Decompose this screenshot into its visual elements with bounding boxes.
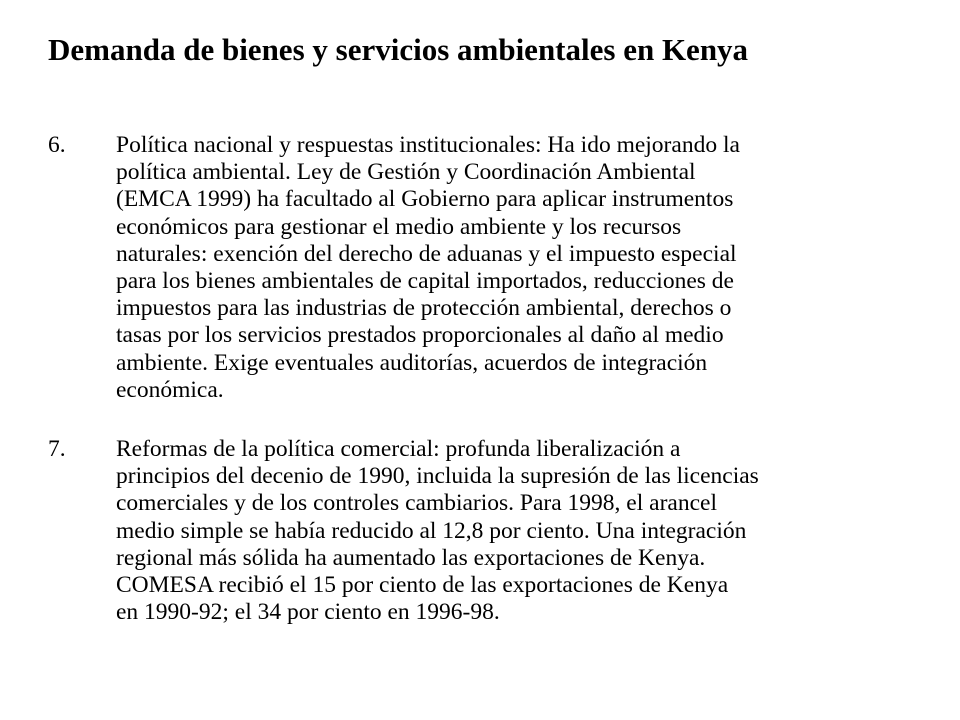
item-text-line: para los bienes ambientales de capital importados, reducciones de bbox=[116, 268, 734, 295]
item-text-line: (EMCA 1999) ha facultado al Gobierno para aplicar instrumentos bbox=[116, 186, 734, 213]
item-text-line: Reformas de la política comercial: profunda liberalización a bbox=[116, 436, 681, 462]
item-number: 7. bbox=[48, 436, 66, 462]
item-text-line: económica. bbox=[116, 376, 224, 403]
item-text-line: tasas por los servicios prestados proporcionales al daño al medio bbox=[116, 322, 724, 349]
item-text-line: económicos para gestionar el medio ambiente y los recursos bbox=[116, 213, 682, 240]
item-text-line: en 1990-92; el 34 por ciento en 1996-98. bbox=[116, 599, 500, 626]
item-text-line: medio simple se había reducido al 12,8 por ciento. Una integración bbox=[116, 517, 747, 544]
numbered-item-6 bbox=[48, 132, 908, 404]
item-text-line: comerciales y de los controles cambiarios. Para 1998, el arancel bbox=[116, 490, 717, 517]
item-text-line: política ambiental. Ley de Gestión y Coordinación Ambiental bbox=[116, 159, 696, 186]
item-text-line: Política nacional y respuestas institucionales: Ha ido mejorando la bbox=[116, 132, 740, 158]
item-text-line: principios del decenio de 1990, incluida la supresión de las licencias bbox=[116, 463, 759, 490]
numbered-item-7 bbox=[48, 436, 908, 626]
item-text-line: ambiente. Exige eventuales auditorías, acuerdos de integración bbox=[116, 349, 708, 376]
slide-title: Demanda de bienes y servicios ambientales en Kenya bbox=[48, 32, 749, 67]
item-text-line: COMESA recibió el 15 por ciento de las exportaciones de Kenya bbox=[116, 572, 729, 599]
item-text-line: naturales: exención del derecho de aduanas y el impuesto especial bbox=[116, 240, 737, 267]
item-text-line: impuestos para las industrias de protección ambiental, derechos o bbox=[116, 295, 732, 322]
item-number: 6. bbox=[48, 132, 66, 158]
item-text-line: regional más sólida ha aumentado las exportaciones de Kenya. bbox=[116, 544, 706, 571]
